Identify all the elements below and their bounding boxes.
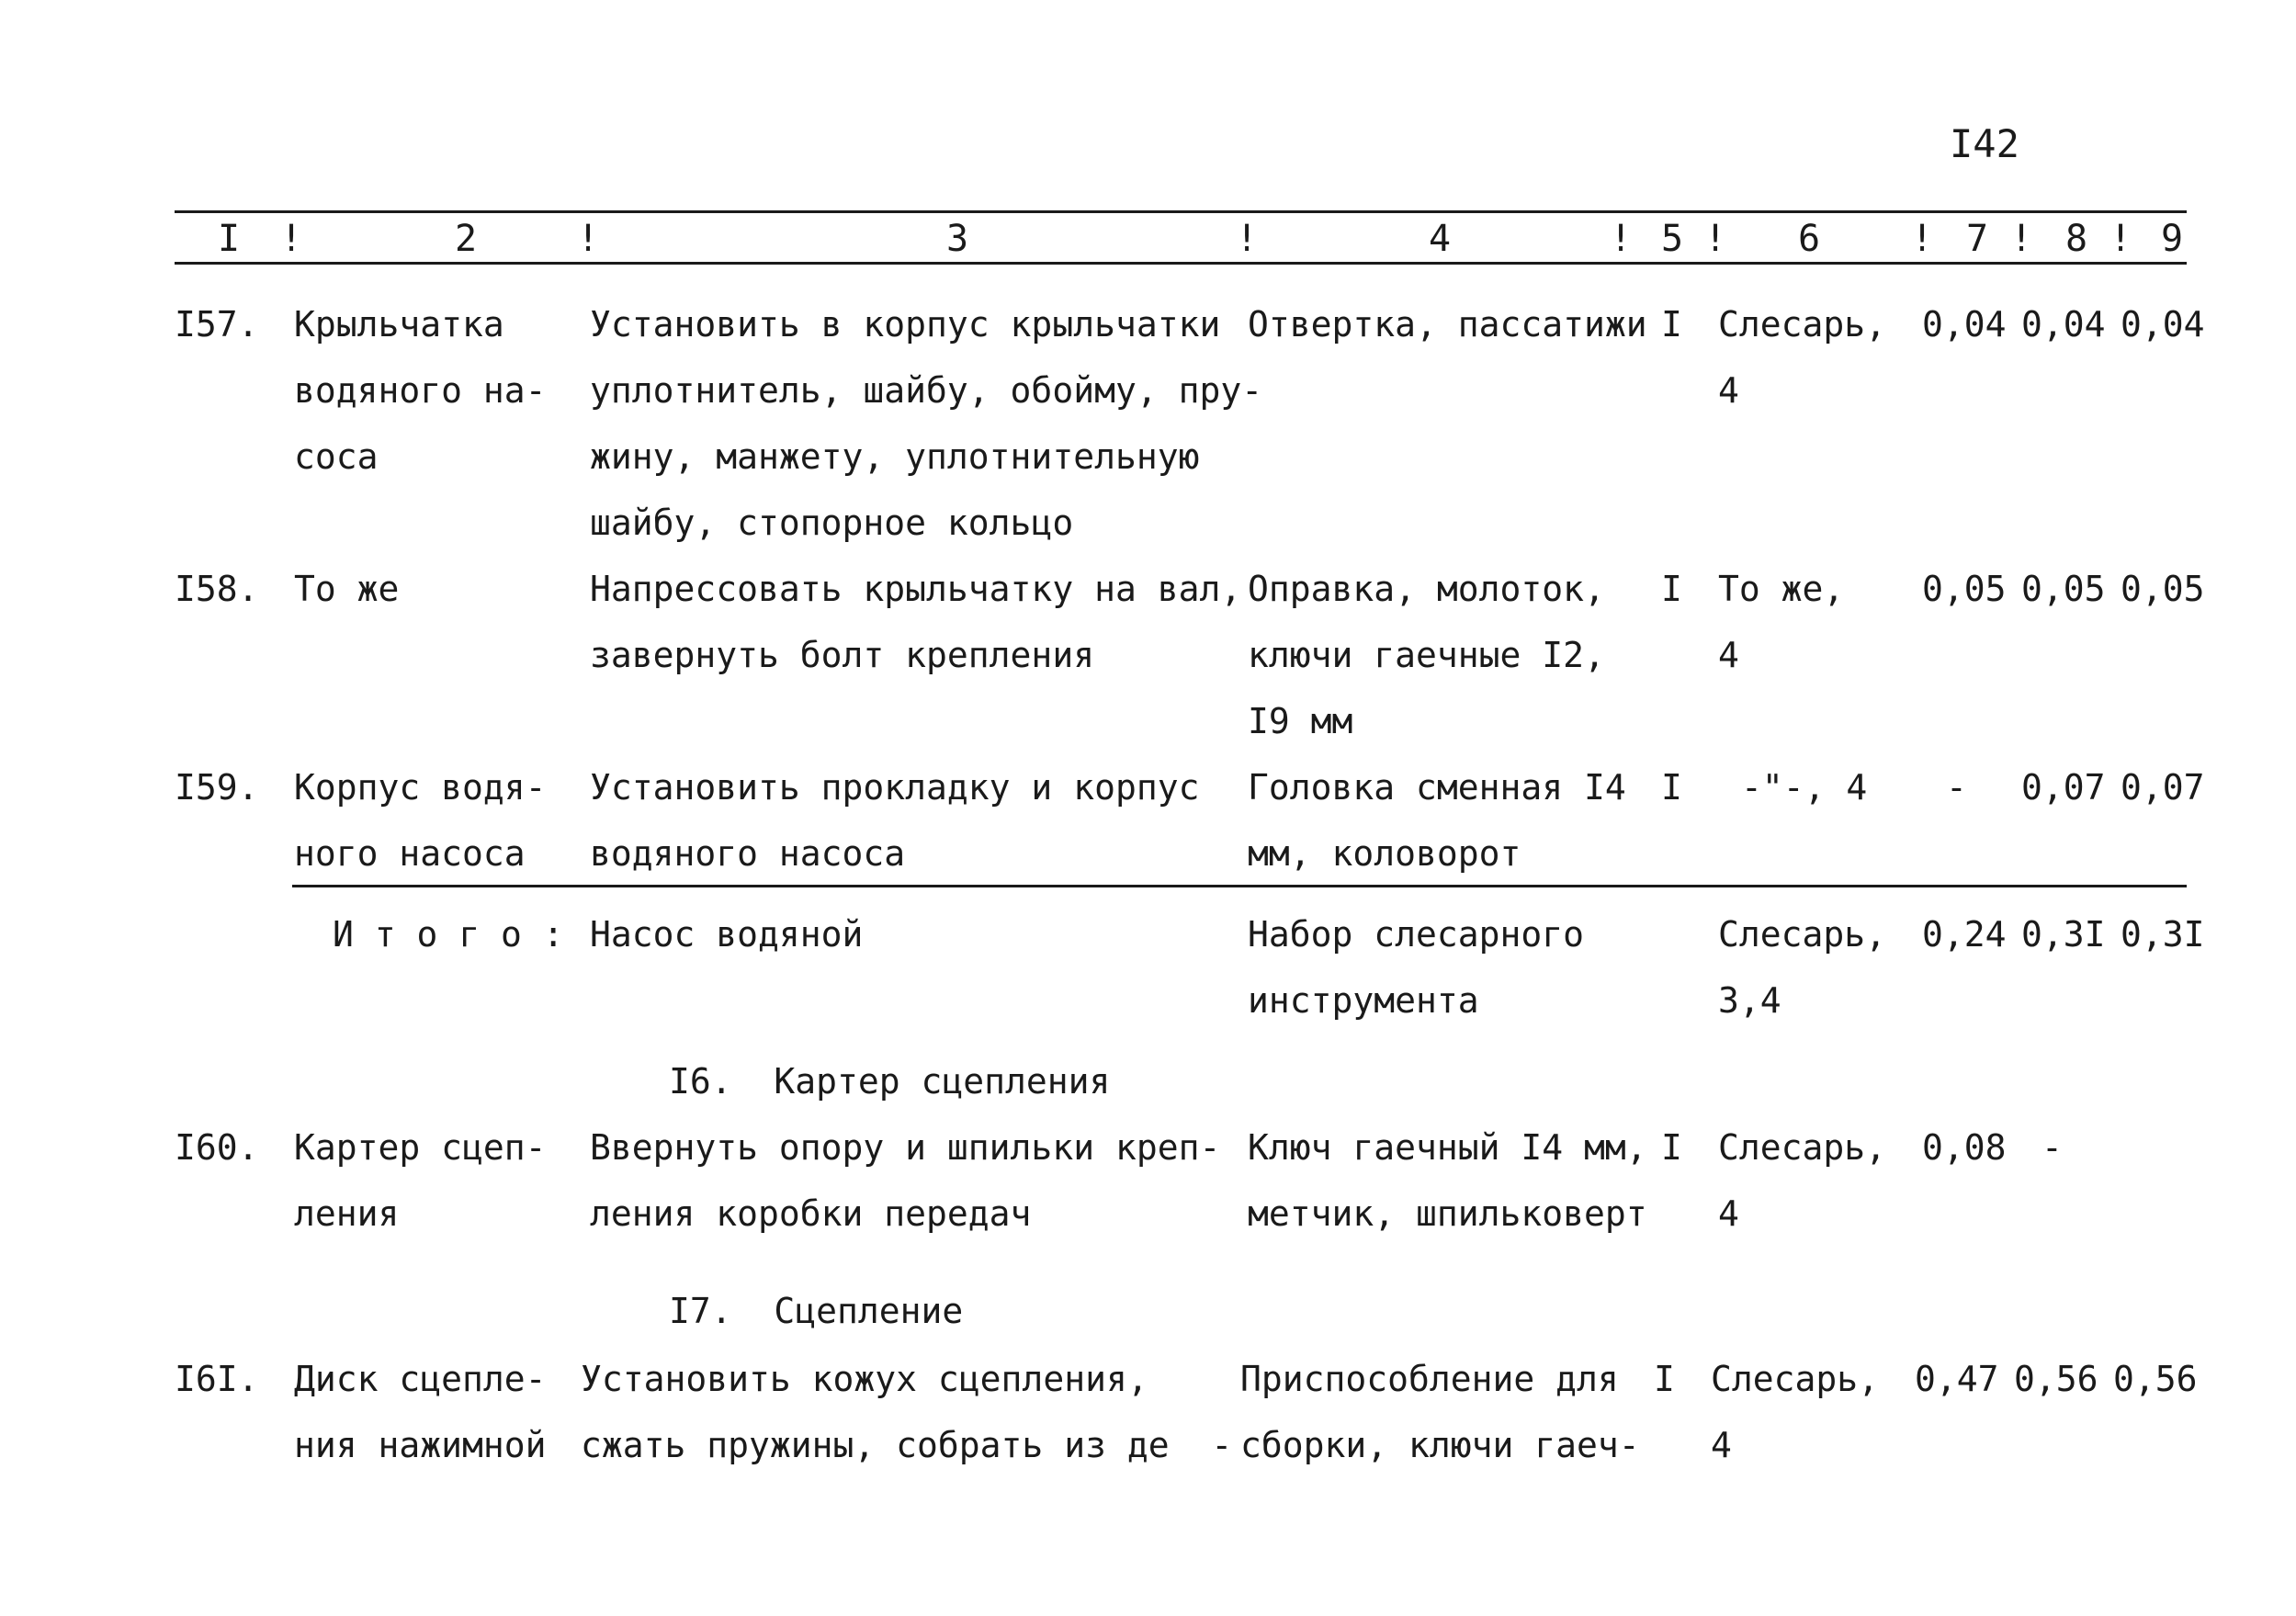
col-header-6: 6 [1798, 218, 1821, 260]
value-col7: - [1946, 767, 1967, 808]
col-header-1: I [218, 218, 241, 260]
total-label: И т о г о : [333, 914, 564, 955]
tool-text: Головка сменная I4 [1248, 767, 1626, 808]
tool-text: Набор слесарного [1248, 914, 1585, 955]
part-name: Картер сцеп- [294, 1127, 547, 1168]
part-name: водяного на- [294, 370, 547, 411]
tool-text: метчик, шпильковерт [1248, 1193, 1647, 1234]
col-separator: ! [1236, 218, 1259, 260]
value-col9: 0,05 [2121, 569, 2205, 609]
operation-text: Насос водяной [590, 914, 864, 955]
worker: 4 [1711, 1425, 1732, 1465]
page-number: I42 [1950, 121, 2019, 166]
operation-text: шайбу, стопорное кольцо [590, 503, 1074, 543]
part-name: ния нажимной [294, 1425, 547, 1465]
operation-text: Установить кожух сцепления, [581, 1359, 1148, 1399]
worker: 4 [1718, 370, 1739, 411]
operation-text: водяного насоса [590, 833, 906, 874]
col-header-9: 9 [2161, 218, 2184, 260]
value-col8: 0,04 [2021, 304, 2106, 345]
quantity: I [1661, 767, 1682, 808]
part-name: ления [294, 1193, 400, 1234]
value-col7: 0,24 [1922, 914, 2007, 955]
operation-text: сжать пружины, собрать из де - [581, 1425, 1233, 1465]
col-header-4: 4 [1429, 218, 1452, 260]
quantity: I [1661, 304, 1682, 345]
worker: То же, [1718, 569, 1845, 609]
col-header-3: 3 [946, 218, 969, 260]
header-top-rule [175, 210, 2187, 213]
operation-text: уплотнитель, шайбу, обойму, пру- [590, 370, 1263, 411]
value-col9: 0,04 [2121, 304, 2205, 345]
worker: Слесарь, [1718, 1127, 1887, 1168]
row-number: I60. [175, 1127, 259, 1168]
col-separator: ! [1911, 218, 1934, 260]
value-col7: 0,08 [1922, 1127, 2007, 1168]
quantity: I [1661, 569, 1682, 609]
tool-text: ключи гаечные I2, [1248, 635, 1605, 675]
part-name: Диск сцепле- [294, 1359, 547, 1399]
tool-text: сборки, ключи гаеч- [1240, 1425, 1640, 1465]
tool-text: Ключ гаечный I4 мм, [1248, 1127, 1647, 1168]
tool-text: инструмента [1248, 980, 1479, 1021]
operation-text: Напрессовать крыльчатку на вал, [590, 569, 1242, 609]
tool-text: Отвертка, пассатижи [1248, 304, 1647, 345]
value-col8: 0,05 [2021, 569, 2106, 609]
value-col7: 0,05 [1922, 569, 2007, 609]
tool-text: Оправка, молоток, [1248, 569, 1605, 609]
worker: 4 [1718, 1193, 1739, 1234]
part-name: То же [294, 569, 400, 609]
part-name: ного насоса [294, 833, 526, 874]
worker: -"-, 4 [1741, 767, 1868, 808]
row-number: I6I. [175, 1359, 259, 1399]
value-col9: 0,07 [2121, 767, 2205, 808]
col-separator: ! [1610, 218, 1633, 260]
worker: 4 [1718, 635, 1739, 675]
total-rule [292, 885, 2187, 887]
section-heading: I6. Картер сцепления [669, 1061, 1111, 1102]
value-col8: 0,3I [2021, 914, 2106, 955]
section-heading: I7. Сцепление [669, 1291, 964, 1331]
quantity: I [1661, 1127, 1682, 1168]
value-col7: 0,04 [1922, 304, 2007, 345]
row-number: I57. [175, 304, 259, 345]
part-name: соса [294, 436, 379, 477]
row-number: I59. [175, 767, 259, 808]
operation-text: жину, манжету, уплотнительную [590, 436, 1200, 477]
value-col8: - [2042, 1127, 2063, 1168]
col-separator: ! [1704, 218, 1727, 260]
tool-text: Приспособление для [1240, 1359, 1619, 1399]
operation-text: ления коробки передач [590, 1193, 1032, 1234]
worker: Слесарь, [1718, 914, 1887, 955]
value-col8: 0,56 [2014, 1359, 2098, 1399]
worker: 3,4 [1718, 980, 1781, 1021]
worker: Слесарь, [1711, 1359, 1880, 1399]
col-header-2: 2 [455, 218, 478, 260]
col-separator: ! [2109, 218, 2132, 260]
col-header-8: 8 [2065, 218, 2088, 260]
value-col9: 0,56 [2113, 1359, 2198, 1399]
col-separator: ! [2010, 218, 2033, 260]
operation-text: Установить прокладку и корпус [590, 767, 1200, 808]
operation-text: Ввернуть опору и шпильки креп- [590, 1127, 1221, 1168]
col-header-5: 5 [1661, 218, 1684, 260]
operation-text: Установить в корпус крыльчатки [590, 304, 1221, 345]
tool-text: мм, коловорот [1248, 833, 1521, 874]
row-number: I58. [175, 569, 259, 609]
col-header-7: 7 [1966, 218, 1989, 260]
col-separator: ! [577, 218, 600, 260]
col-separator: ! [280, 218, 303, 260]
value-col9: 0,3I [2121, 914, 2205, 955]
value-col7: 0,47 [1915, 1359, 1999, 1399]
part-name: Крыльчатка [294, 304, 504, 345]
part-name: Корпус водя- [294, 767, 547, 808]
operation-text: завернуть болт крепления [590, 635, 1095, 675]
quantity: I [1654, 1359, 1675, 1399]
tool-text: I9 мм [1248, 701, 1353, 741]
worker: Слесарь, [1718, 304, 1887, 345]
header-bottom-rule [175, 262, 2187, 265]
value-col8: 0,07 [2021, 767, 2106, 808]
